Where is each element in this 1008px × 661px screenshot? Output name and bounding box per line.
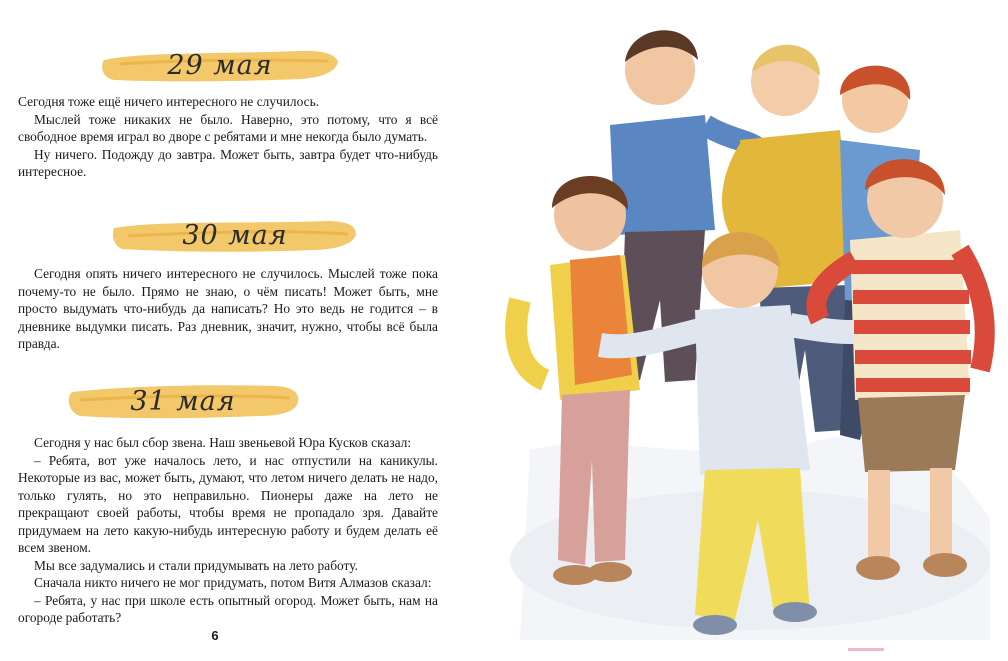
- entry-date: 30 мая: [182, 220, 288, 251]
- entry-date: 29 мая: [167, 50, 273, 81]
- entry-text-may-29: [18, 93, 438, 181]
- paragraph: Мы все задумались и стали придумывать на лето работу.: [34, 557, 358, 573]
- illustration-page: [490, 0, 1008, 656]
- paragraph: – Ребята, вот уже началось лето, и нас отпустили на каникулы. Некоторые из вас, может быть, думают, что летом ничего делать не надо, только гулять, но это неправильно. Пионеры даже на лето не прекращают своей работы, чтобы время не пропадало зря. Давайте придумаем на лето какую-нибудь интересную работу и будем делать её всем звеном.: [18, 452, 438, 555]
- entry-text-may-30: [18, 265, 438, 353]
- paragraph: – Ребята, у нас при школе есть опытный огород. Может быть, нам на огороде работать?: [18, 592, 438, 625]
- paragraph: Ну ничего. Подожду до завтра. Может быть, завтра будет что-нибудь интересное.: [18, 146, 438, 179]
- paragraph: Сегодня у нас был сбор звена. Наш звеньевой Юра Кусков сказал:: [34, 435, 412, 450]
- page-number: 6: [211, 628, 219, 643]
- date-banner-may-31: [66, 378, 300, 428]
- paragraph: Сегодня опять ничего интересного не случилось. Мыслей тоже пока почему-то не было. Прямо не знаю, о чём писать! Может быть, мне просто выдумать что-нибудь да написать? Но это ведь не годится – в дневнике выдумки писать. Раз дневник, значит, нужно, чтобы всё была правда.: [18, 266, 438, 351]
- paragraph: Сначала никто ничего не мог придумать, потом Витя Алмазов сказал:: [34, 575, 432, 590]
- page-edge-mark: [848, 648, 884, 651]
- date-banner-may-29: [100, 42, 340, 92]
- paragraph: Сегодня тоже ещё ничего интересного не случилось.: [18, 94, 320, 109]
- left-page: [0, 0, 470, 656]
- paragraph: Мыслей тоже никаких не было. Наверно, это потому, что я всё свободное время играл во дворе с ребятами и мне некогда было думать.: [18, 111, 438, 144]
- date-banner-may-30: [112, 212, 358, 262]
- entry-text-may-31: [18, 434, 438, 627]
- boys-group-illustration: [490, 0, 1008, 656]
- entry-date: 31 мая: [130, 386, 236, 417]
